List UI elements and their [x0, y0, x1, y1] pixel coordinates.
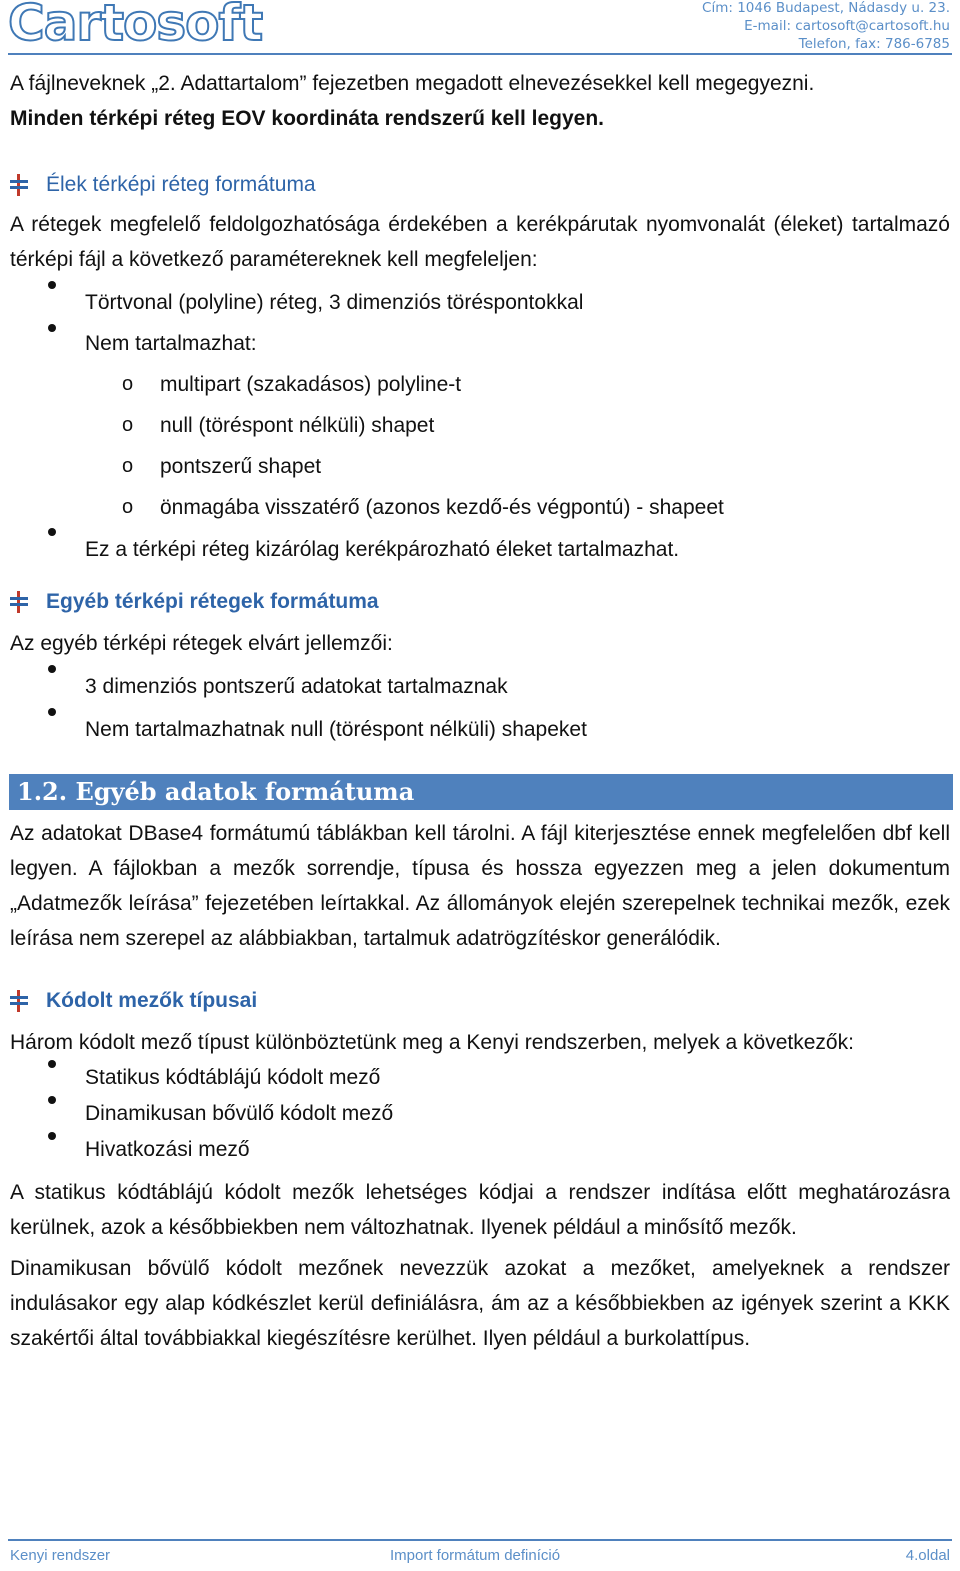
document-body-2 — [10, 816, 950, 1356]
edges-bullet-list — [10, 281, 950, 364]
edges-paragraph: A rétegek megfelelő feldolgozhatósága érdekében a kerékpárutak nyomvonalát (éleket) tartalmazó térképi fájl a következő paramétereknek kell megfeleljen: — [10, 213, 950, 271]
bullet-text: 3 dimenziós pontszerű adatokat tartalmaznak — [85, 675, 508, 698]
list-item — [10, 708, 950, 751]
bullet-text: Statikus kódtáblájú kódolt mező — [85, 1066, 381, 1089]
section-title-other: Egyéb térképi rétegek formátuma — [46, 590, 379, 613]
sub-list-item: o null (töréspont nélküli) shapet — [10, 405, 950, 446]
list-item — [10, 665, 950, 708]
intro-line-2: Minden térképi réteg EOV koordináta rendszerű kell legyen. — [10, 107, 604, 130]
footer-divider — [8, 1539, 952, 1541]
sub-list-item: o pontszerű shapet — [10, 446, 950, 487]
list-item — [10, 324, 950, 364]
coded-bullet-list — [10, 1060, 950, 1168]
email-line: E-mail: cartosoft@cartosoft.hu — [744, 18, 950, 34]
section-heading-other — [10, 584, 950, 620]
bullet-text: Nem tartalmazhatnak null (töréspont nélküli) shapeket — [85, 718, 587, 741]
footer-center: Import formátum definíció — [390, 1547, 561, 1564]
address-line: Cím: 1046 Budapest, Nádasdy u. 23. — [702, 0, 950, 16]
sub-list-item: o multipart (szakadásos) polyline-t — [10, 364, 950, 405]
page-header — [0, 0, 960, 56]
list-item — [10, 281, 950, 324]
other-paragraph: Az egyéb térképi rétegek elvárt jellemzői: — [10, 632, 393, 655]
coded-paragraph-static: A statikus kódtáblájú kódolt mezők lehetséges kódjai a rendszer indítása előtt meghatározásra kerülnek, azok a későbbiekben nem változhatnak. Ilyenek például a minősítő mezők. — [10, 1181, 950, 1239]
bullet-text: Ez a térképi réteg kizárólag kerékpározható éleket tartalmazhat. — [85, 538, 680, 561]
document-body — [10, 66, 950, 751]
list-item — [10, 1060, 950, 1096]
sub-list-item: o önmagába visszatérő (azonos kezdő-és végpontú) - shapeet — [10, 487, 950, 528]
footer-left: Kenyi rendszer — [10, 1547, 111, 1564]
other-bullet-list — [10, 665, 950, 751]
heading-marker-icon — [10, 174, 28, 196]
section-heading-edges — [10, 167, 950, 203]
page-number: 4.oldal — [905, 1547, 950, 1564]
bullet-text: Törtvonal (polyline) réteg, 3 dimenziós töréspontokkal — [85, 291, 584, 314]
heading-marker-icon — [10, 591, 28, 613]
list-item — [10, 1132, 950, 1168]
section-heading-1-2: 1.2. Egyéb adatok formátuma — [9, 774, 953, 810]
edges-bullet-list-end — [10, 528, 950, 571]
section-title-edges: Élek térképi réteg formátuma — [46, 173, 316, 196]
coded-paragraph-dynamic: Dinamikusan bővülő kódolt mezőnek nevezzük azokat a mezőket, amelyeknek a rendszer indulásakor egy alap kódkészlet kerül definiálásra, ám az a későbbiekben az igények szerint a KKK szakértői által továbbiakkal kiegészítésre kerülhet. Ilyen például a burkolattípus. — [10, 1257, 950, 1350]
cartosoft-logo: Cartosoft — [8, 0, 263, 52]
bullet-text: Nem tartalmazhat: — [85, 332, 257, 355]
edges-sub-list — [10, 364, 950, 528]
phone-line: Telefon, fax: 786-6785 — [798, 36, 950, 52]
section-title-coded: Kódolt mezők típusai — [46, 989, 258, 1012]
page-footer — [10, 1547, 950, 1569]
section-heading-coded — [10, 983, 950, 1019]
coded-paragraph: Három kódolt mező típust különböztetünk meg a Kenyi rendszerben, melyek a következők: — [10, 1031, 854, 1054]
list-item — [10, 1096, 950, 1132]
bullet-text: Dinamikusan bővülő kódolt mező — [85, 1102, 394, 1125]
header-divider — [8, 53, 952, 55]
dbase-paragraph: Az adatokat DBase4 formátumú táblákban kell tárolni. A fájl kiterjesztése ennek megfelelően dbf kell legyen. A fájlokban a mezők sorrendje, típusa és hossza egyezzen meg a jelen dokumentum „Adatmezők leírása” fejezetében leírtakkal. Az állományok elején szerepelnek technikai mezők, ezek leírása nem szerepel az alábbiakban, tartalmuk adatrögzítéskor generálódik. — [10, 822, 950, 950]
heading-marker-icon — [10, 990, 28, 1012]
list-item — [10, 528, 950, 571]
contact-block — [702, 0, 950, 53]
bullet-text: Hivatkozási mező — [85, 1138, 250, 1161]
intro-line-1: A fájlneveknek „2. Adattartalom” fejezetben megadott elnevezésekkel kell megegyezni. — [10, 72, 815, 95]
